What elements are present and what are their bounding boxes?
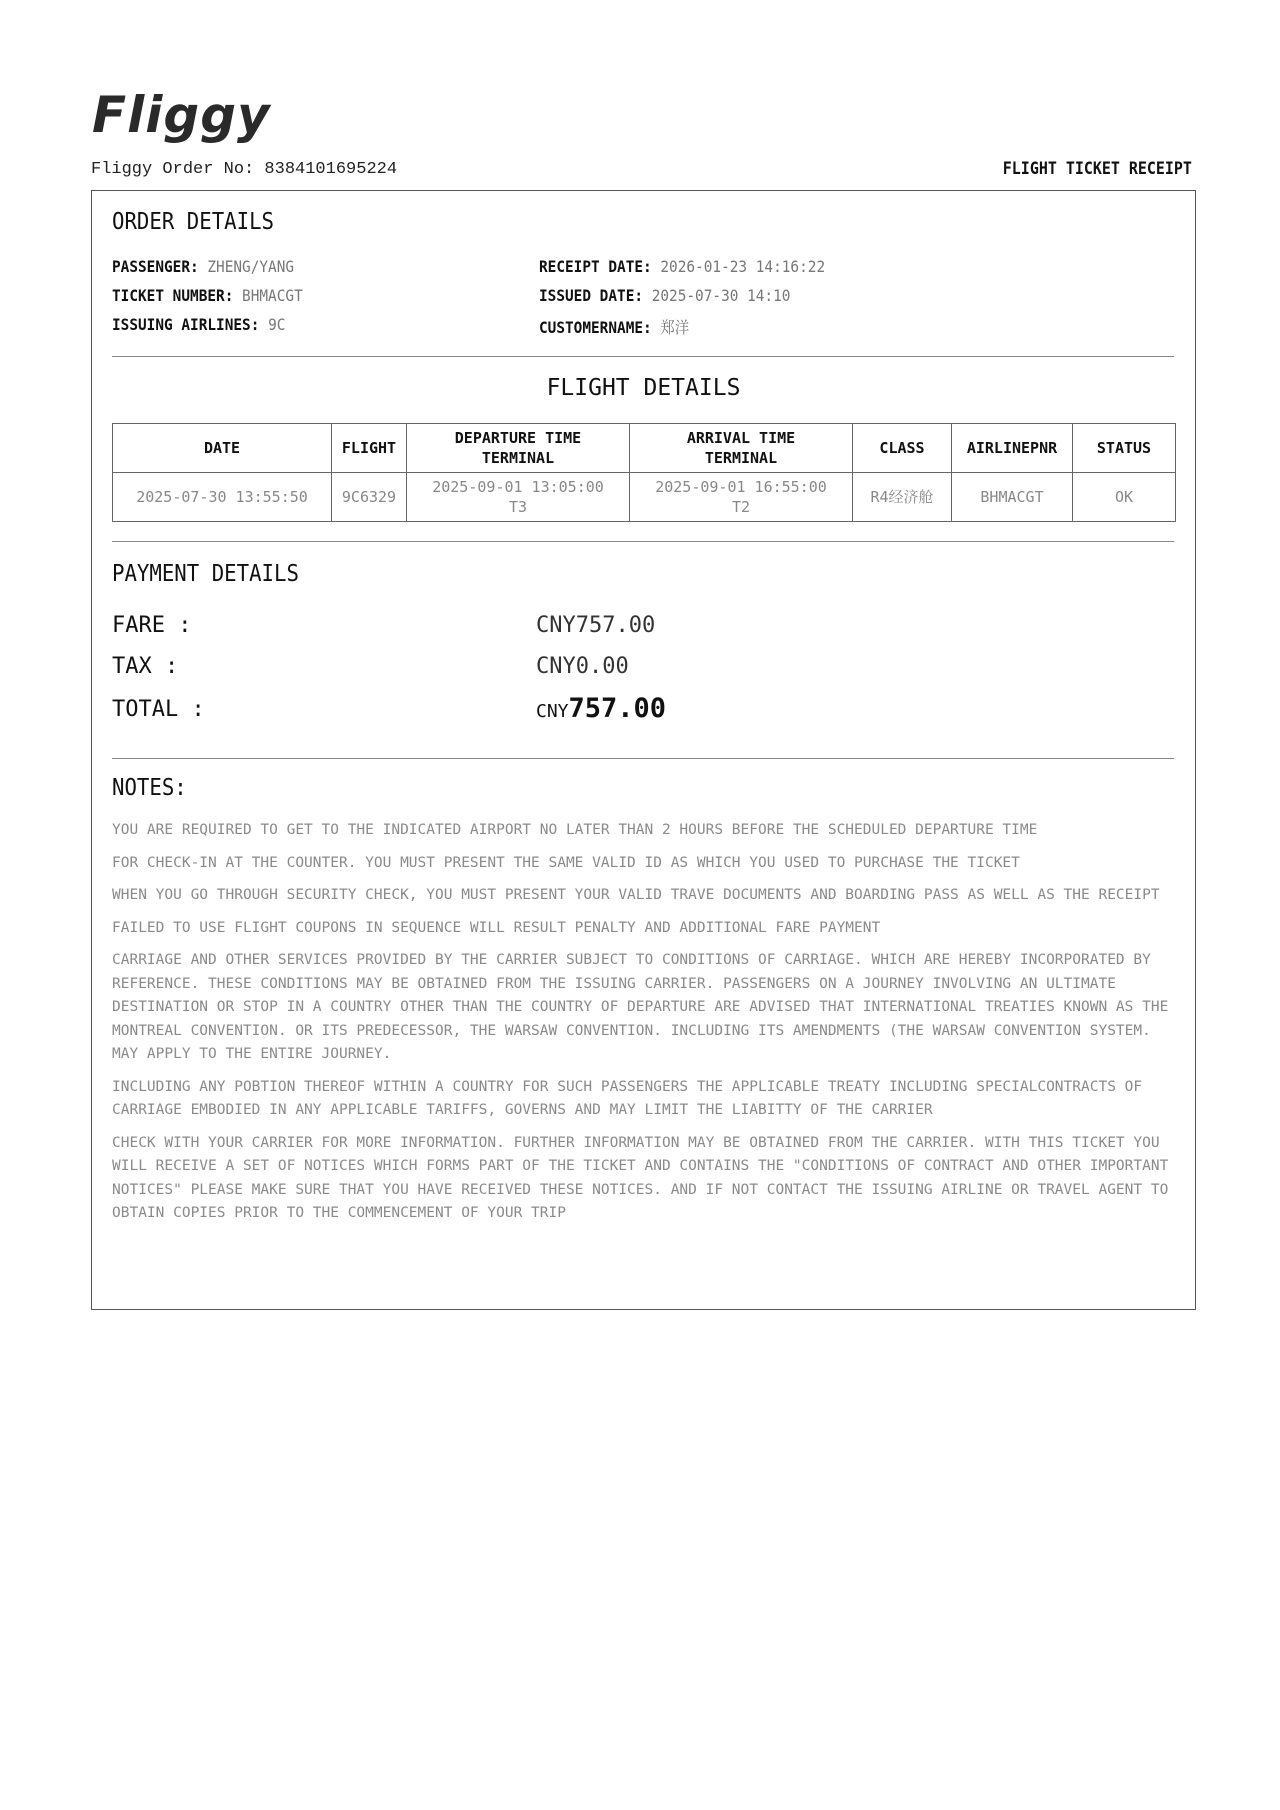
cell-date: 2025-07-30 13:55:50 bbox=[113, 473, 332, 522]
receipt-date-row bbox=[539, 257, 825, 276]
cell-arrival bbox=[630, 473, 853, 522]
ticket-row bbox=[112, 286, 303, 305]
divider bbox=[112, 541, 1174, 542]
customer-row bbox=[539, 315, 689, 338]
receipt-frame bbox=[91, 190, 1196, 1310]
col-departure bbox=[407, 424, 630, 473]
fare-value: CNY757.00 bbox=[536, 613, 656, 638]
notes-title: NOTES: bbox=[112, 775, 187, 801]
total-value bbox=[536, 693, 666, 724]
tax-value: CNY0.00 bbox=[536, 654, 629, 679]
col-arrival-terminal: TERMINAL bbox=[704, 449, 778, 467]
cell-arrival-terminal: T2 bbox=[731, 498, 751, 516]
customer-label: CUSTOMERNAME: bbox=[539, 318, 652, 337]
issued-date-row bbox=[539, 286, 790, 305]
flight-table-header bbox=[113, 424, 1176, 473]
flight-details-title: FLIGHT DETAILS bbox=[546, 375, 741, 401]
receipt-title: FLIGHT TICKET RECEIPT bbox=[1002, 159, 1192, 179]
total-amount: 757.00 bbox=[568, 693, 667, 724]
notes-list bbox=[112, 819, 1182, 1235]
total-label: TOTAL : bbox=[112, 697, 205, 722]
ticket-label: TICKET NUMBER: bbox=[112, 286, 234, 305]
col-departure-terminal: TERMINAL bbox=[481, 449, 555, 467]
receipt-date-label: RECEIPT DATE: bbox=[539, 257, 652, 276]
flight-table bbox=[112, 423, 1176, 522]
note-item: CARRIAGE AND OTHER SERVICES PROVIDED BY THE CARRIER SUBJECT TO CONDITIONS OF CARRIAGE. WHICH ARE HEREBY INCORPORATED BY REFERENCE. THESE CONDITIONS MAY BE OBTAINED FROM THE ISSUING CARRIER. PASSENGERS ON A JOURNEY INVOLVING AN ULTIMATE DESTINATION OR STOP IN A COUNTRY OTHER THAN THE COUNTRY OF DEPARTURE ARE ADVISED THAT INTERNATIONAL TREATIES KNOWN AS THE MONTREAL CONVENTION. OR ITS PREDECESSOR, THE WARSAW CONVENTION. INCLUDING ITS AMENDMENTS (THE WARSAW CONVENTION SYSTEM. MAY APPLY TO THE ENTIRE JOURNEY. bbox=[112, 952, 1169, 1062]
cell-departure-time: 2025-09-01 13:05:00 bbox=[432, 478, 604, 496]
col-arrival-time: ARRIVAL TIME bbox=[686, 429, 796, 447]
ticket-value: BHMACGT bbox=[242, 286, 303, 305]
customer-value: 郑洋 bbox=[660, 318, 690, 337]
note-item: FAILED TO USE FLIGHT COUPONS IN SEQUENCE WILL RESULT PENALTY AND ADDITIONAL FARE PAYMENT bbox=[112, 919, 881, 936]
cell-status: OK bbox=[1073, 473, 1176, 522]
note-item: WHEN YOU GO THROUGH SECURITY CHECK, YOU MUST PRESENT YOUR VALID TRAVE DOCUMENTS AND BOARDING PASS AS WELL AS THE RECEIPT bbox=[112, 887, 1160, 903]
passenger-label: PASSENGER: bbox=[112, 257, 199, 276]
divider bbox=[112, 356, 1174, 357]
cell-departure bbox=[407, 473, 630, 522]
issued-date-value: 2025-07-30 14:10 bbox=[651, 286, 791, 305]
order-details-title: ORDER DETAILS bbox=[112, 209, 275, 235]
fliggy-logo: Fliggy bbox=[92, 86, 271, 144]
note-item: YOU ARE REQUIRED TO GET TO THE INDICATED AIRPORT NO LATER THAN 2 HOURS BEFORE THE SCHEDULED DEPARTURE TIME bbox=[112, 822, 1038, 838]
fare-label: FARE : bbox=[112, 613, 192, 638]
col-flight: FLIGHT bbox=[332, 424, 407, 473]
note-item: CHECK WITH YOUR CARRIER FOR MORE INFORMATION. FURTHER INFORMATION MAY BE OBTAINED FROM THE CARRIER. WITH THIS TICKET YOU WILL RECEIVE A SET OF NOTICES WHICH FORMS PART OF THE TICKET AND CONTAINS THE "CONDITIONS OF CONTRACT AND OTHER IMPORTANT NOTICES" PLEASE MAKE SURE THAT YOU HAVE RECEIVED THESE NOTICES. AND IF NOT CONTACT THE ISSUING AIRLINE OR TRAVEL AGENT TO OBTAIN COPIES PRIOR TO THE COMMENCEMENT OF YOUR TRIP bbox=[112, 1134, 1169, 1221]
order-number: Fliggy Order No: 8384101695224 bbox=[91, 160, 398, 179]
receipt-date-value: 2026-01-23 14:16:22 bbox=[660, 257, 826, 276]
total-currency: CNY bbox=[536, 701, 569, 722]
col-status: STATUS bbox=[1073, 424, 1176, 473]
cell-departure-terminal: T3 bbox=[508, 498, 528, 516]
note-item: INCLUDING ANY POBTION THEREOF WITHIN A COUNTRY FOR SUCH PASSENGERS THE APPLICABLE TREATY INCLUDING SPECIALCONTRACTS OF CARRIAGE EMBODIED IN ANY APPLICABLE TARIFFS, GOVERNS AND MAY LIMIT THE LIABITTY OF THE CARRIER bbox=[112, 1078, 1143, 1118]
col-pnr: AIRLINEPNR bbox=[952, 424, 1073, 473]
issued-date-label: ISSUED DATE: bbox=[539, 286, 644, 305]
passenger-value: ZHENG/YANG bbox=[207, 257, 295, 276]
cell-class: R4经济舱 bbox=[853, 473, 952, 522]
airlines-value: 9C bbox=[268, 315, 286, 334]
cell-pnr: BHMACGT bbox=[952, 473, 1073, 522]
cell-flight: 9C6329 bbox=[332, 473, 407, 522]
col-departure-time: DEPARTURE TIME bbox=[454, 429, 582, 447]
note-item: FOR CHECK-IN AT THE COUNTER. YOU MUST PRESENT THE SAME VALID ID AS WHICH YOU USED TO PURCHASE THE TICKET bbox=[112, 854, 1020, 871]
col-arrival bbox=[630, 424, 853, 473]
divider bbox=[112, 758, 1174, 759]
payment-details-title: PAYMENT DETAILS bbox=[112, 561, 299, 587]
airlines-row bbox=[112, 315, 285, 334]
airlines-label: ISSUING AIRLINES: bbox=[112, 315, 260, 334]
table-row bbox=[113, 473, 1176, 522]
col-date: DATE bbox=[113, 424, 332, 473]
tax-label: TAX : bbox=[112, 654, 179, 679]
col-class: CLASS bbox=[853, 424, 952, 473]
cell-arrival-time: 2025-09-01 16:55:00 bbox=[655, 478, 827, 496]
passenger-row bbox=[112, 257, 294, 276]
